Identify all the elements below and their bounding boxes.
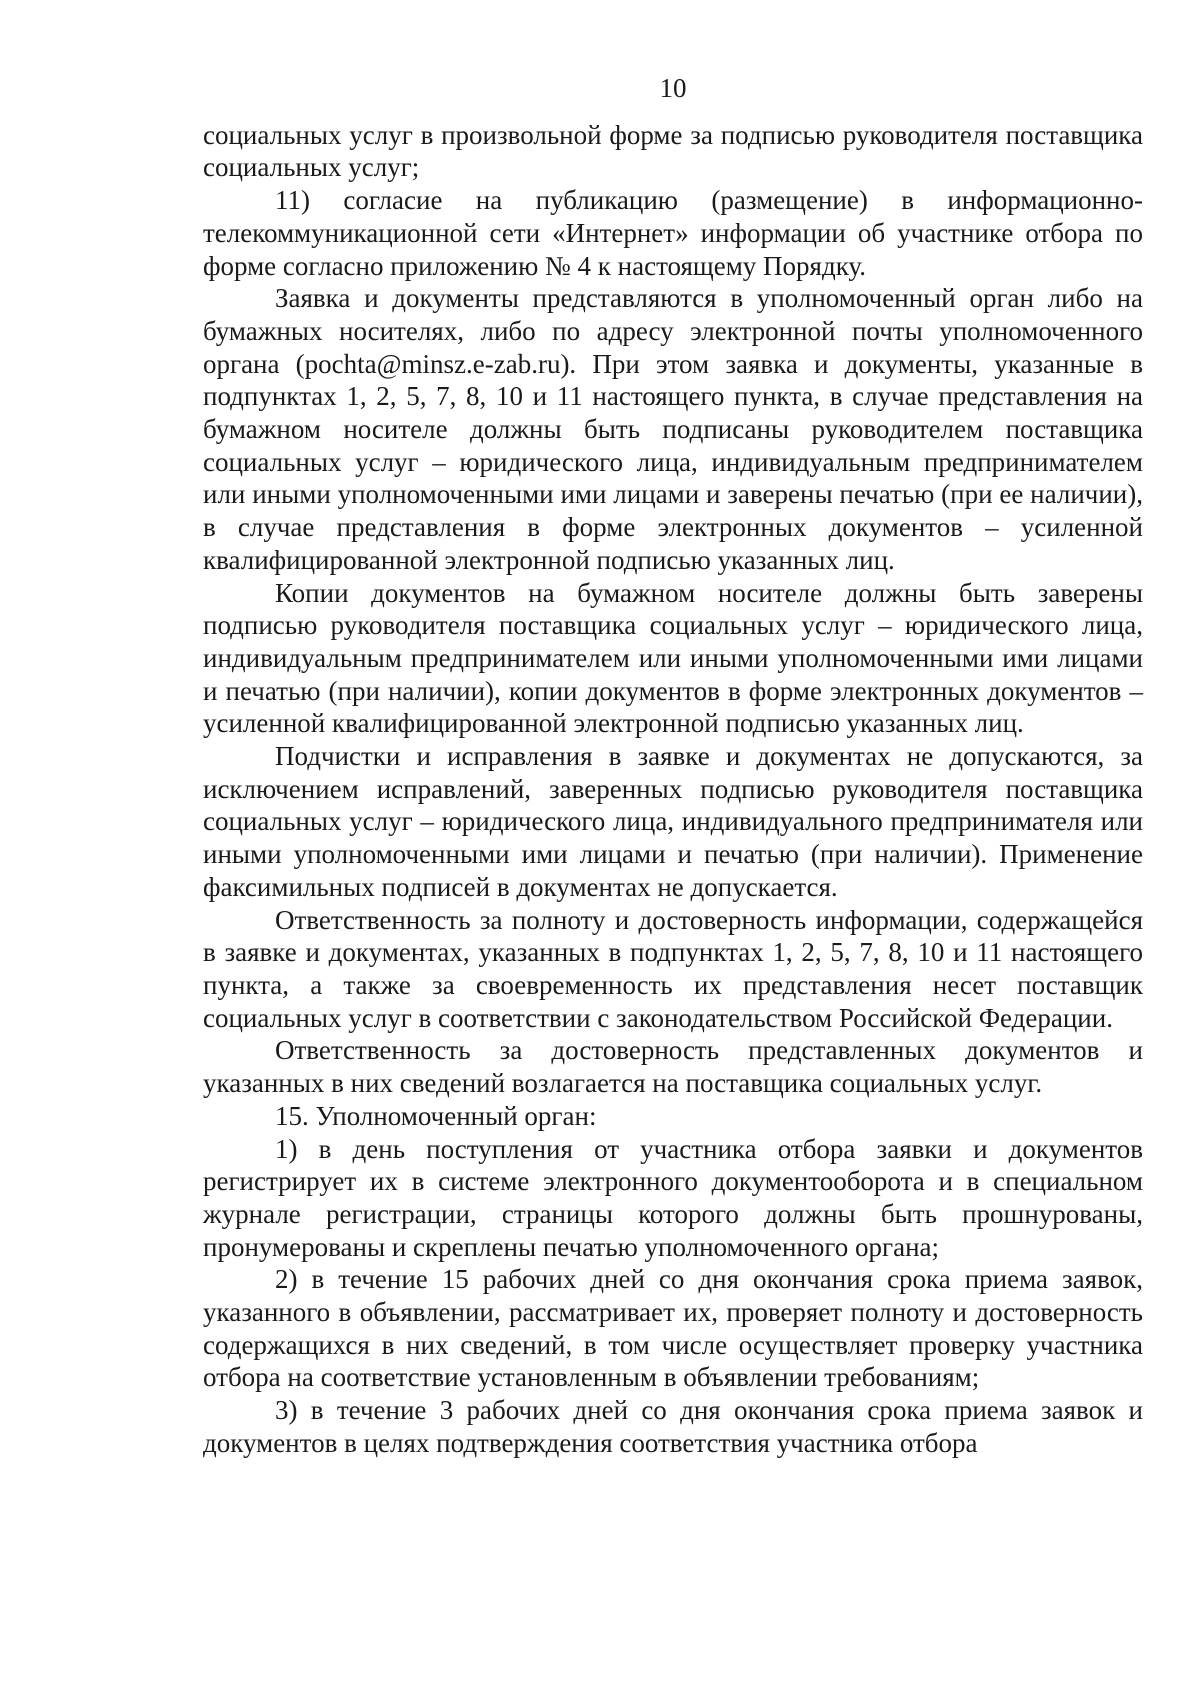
paragraph-1: социальных услуг в произвольной форме за подписью руководителя поставщика социальных услуг; <box>203 119 1143 183</box>
paragraph-9: 1) в день поступления от участника отбора заявки и документов регистрирует их в системе электронного документооборота и в специальном журнале регистрации, страницы которого должны быть прошнурованы, пронумерованы и скреплены печатью уполномоченного органа; <box>203 1133 1143 1262</box>
page-number: 10 <box>659 73 687 103</box>
paragraph-10: 2) в течение 15 рабочих дней со дня окончания срока приема заявок, указанного в объявлении, рассматривает их, проверяет полноту и достоверность содержащихся в них сведений, в том числе осуществляет проверку участника отбора на соответствие установленным в объявлении требованиям; <box>203 1264 1143 1393</box>
paragraph-2: 11) согласие на публикацию (размещение) в информационно-телекоммуникационной сети «Интернет» информации об участнике отбора по форме согласно приложению № 4 к настоящему Порядку. <box>203 185 1143 281</box>
paragraph-3: Заявка и документы представляются в уполномоченный орган либо на бумажных носителях, либо по адресу электронной почты уполномоченного органа (pochta@minsz.e-zab.ru). При этом заявка и документы, указанные в подпунктах 1, 2, 5, 7, 8, 10 и 11 настоящего пункта, в случае представления на бумажном носителе должны быть подписаны руководителем поставщика социальных услуг – юридического лица, индивидуальным предпринимателем или иными уполномоченными ими лицами и заверены печатью (при ее наличии), в случае представления в форме электронных документов – усиленной квалифицированной электронной подписью указанных лиц. <box>203 283 1143 575</box>
paragraph-4: Копии документов на бумажном носителе должны быть заверены подписью руководителя поставщика социальных услуг – юридического лица, индивидуальным предпринимателем или иными уполномоченными ими лицами и печатью (при наличии), копии документов в форме электронных документов – усиленной квалифицированной электронной подписью указанных лиц. <box>203 577 1143 739</box>
paragraph-11: 3) в течение 3 рабочих дней со дня окончания срока приема заявок и документов в целях подтверждения соответствия участника отбора <box>203 1395 1143 1458</box>
paragraph-7: Ответственность за достоверность представленных документов и указанных в них сведений возлагается на поставщика социальных услуг. <box>203 1035 1143 1099</box>
paragraph-6: Ответственность за полноту и достоверность информации, содержащейся в заявке и документах, указанных в подпунктах 1, 2, 5, 7, 8, 10 и 11 настоящего пункта, а также за своевременность их представления несет поставщик социальных услуг в соответствии с законодательством Российской Федерации. <box>203 904 1143 1033</box>
paragraph-8: 15. Уполномоченный орган: <box>275 1100 597 1131</box>
paragraph-5: Подчистки и исправления в заявке и документах не допускаются, за исключением исправлений, заверенных подписью руководителя поставщика социальных услуг – юридического лица, индивидуального предпринимателя или иными уполномоченными ими лицами и печатью (при наличии). Применение факсимильных подписей в документах не допускается. <box>203 741 1143 902</box>
